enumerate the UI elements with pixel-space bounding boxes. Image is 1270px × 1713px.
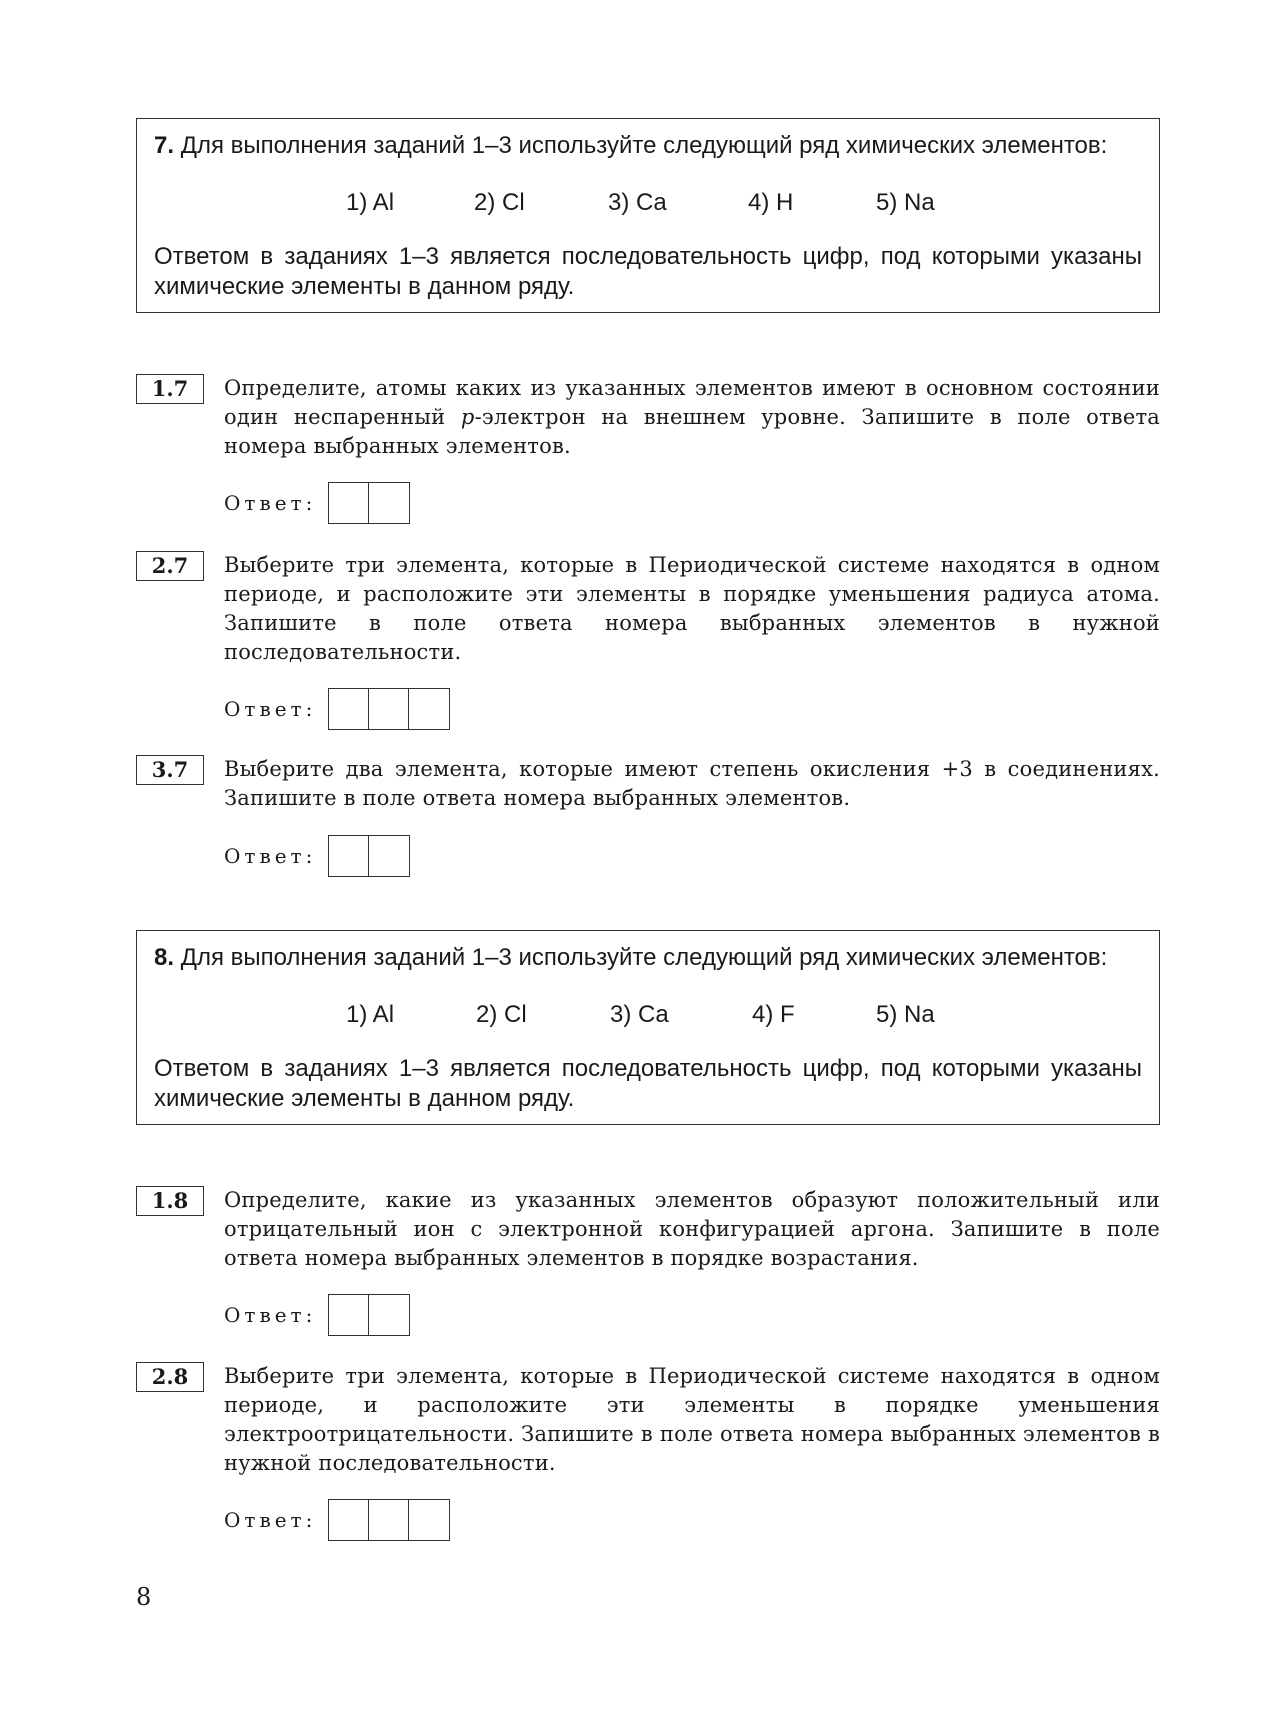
element-item: 2) Cl <box>476 1001 527 1028</box>
task-number: 1.8 <box>136 1186 204 1216</box>
task-number: 3.7 <box>136 755 204 785</box>
block-number: 8. <box>154 944 175 971</box>
block-outro: Ответом в заданиях 1–3 является последовательность цифр, под которыми указаны химические элементы в данном ряду. <box>154 243 1142 300</box>
task-number: 2.7 <box>136 551 204 581</box>
answer-row <box>224 688 450 730</box>
task-text: Выберите три элемента, которые в Периодической системе находятся в одном периоде, и расположите эти элементы в порядке уменьшения электроотрицательности. Запишите в поле ответа номера выбранных элементов в нужной последовательности. <box>224 1364 1160 1475</box>
task-text: Определите, какие из указанных элементов образуют положительный или отрицательный ион с электронной конфигурацией аргона. Запишите в поле ответа номера выбранных элементов в порядке возрастания. <box>224 1188 1160 1270</box>
block-intro: 8. Для выполнения заданий 1–3 используйте следующий ряд химических элементов: <box>154 944 1108 971</box>
answer-cell[interactable] <box>369 1500 409 1540</box>
answer-cell[interactable] <box>369 689 409 729</box>
answer-cells <box>328 1499 450 1541</box>
answer-cells <box>328 688 450 730</box>
answer-cell[interactable] <box>369 483 409 523</box>
answer-row <box>224 1499 450 1541</box>
answer-cell[interactable] <box>329 1295 369 1335</box>
task-number: 2.8 <box>136 1362 204 1392</box>
page-number: 8 <box>136 1583 152 1611</box>
task-text: Определите, атомы каких из указанных элементов имеют в основном состоянии один неспаренный p-электрон на внешнем уровне. Запишите в поле ответа номера выбранных элементов. <box>224 376 1160 458</box>
element-item: 4) H <box>748 189 794 216</box>
answer-label: Ответ: <box>224 843 317 868</box>
answer-cell[interactable] <box>329 836 369 876</box>
element-item: 3) Ca <box>608 189 667 216</box>
element-item: 3) Ca <box>610 1001 669 1028</box>
answer-cell[interactable] <box>329 483 369 523</box>
answer-cell[interactable] <box>369 1295 409 1335</box>
instruction-block-7 <box>136 118 1160 313</box>
answer-cell[interactable] <box>329 689 369 729</box>
block-number: 7. <box>154 132 175 159</box>
answer-cell[interactable] <box>369 836 409 876</box>
element-item: 5) Na <box>876 1001 935 1028</box>
answer-cells <box>328 1294 410 1336</box>
answer-label: Ответ: <box>224 1507 317 1532</box>
answer-label: Ответ: <box>224 696 317 721</box>
element-item: 1) Al <box>346 189 395 216</box>
answer-row <box>224 835 410 877</box>
answer-cells <box>328 482 410 524</box>
element-list <box>154 188 1142 218</box>
answer-cell[interactable] <box>409 1500 449 1540</box>
element-item: 5) Na <box>876 189 935 216</box>
element-list <box>154 1000 1142 1030</box>
element-item: 2) Cl <box>474 189 525 216</box>
block-intro: 7. Для выполнения заданий 1–3 используйте следующий ряд химических элементов: <box>154 132 1108 159</box>
task-2-7 <box>136 551 1160 721</box>
task-text: Выберите три элемента, которые в Периодической системе находятся в одном периоде, и расположите эти элементы в порядке уменьшения радиуса атома. Запишите в поле ответа номера выбранных элементов в нужной последовательности. <box>224 553 1160 664</box>
answer-row <box>224 482 410 524</box>
task-number: 1.7 <box>136 374 204 404</box>
answer-cell[interactable] <box>329 1500 369 1540</box>
answer-cell[interactable] <box>409 689 449 729</box>
task-2-8 <box>136 1362 1160 1532</box>
task-3-7 <box>136 755 1160 868</box>
answer-label: Ответ: <box>224 490 317 515</box>
block-outro: Ответом в заданиях 1–3 является последовательность цифр, под которыми указаны химические элементы в данном ряду. <box>154 1055 1142 1112</box>
answer-cells <box>328 835 410 877</box>
task-text: Выберите два элемента, которые имеют степень окисления +3 в соединениях. Запишите в поле ответа номера выбранных элементов. <box>224 757 1160 810</box>
answer-row <box>224 1294 410 1336</box>
answer-label: Ответ: <box>224 1302 317 1327</box>
instruction-block-8 <box>136 930 1160 1125</box>
element-item: 4) F <box>752 1001 795 1028</box>
task-1-7 <box>136 374 1160 515</box>
element-item: 1) Al <box>346 1001 395 1028</box>
task-1-8 <box>136 1186 1160 1327</box>
